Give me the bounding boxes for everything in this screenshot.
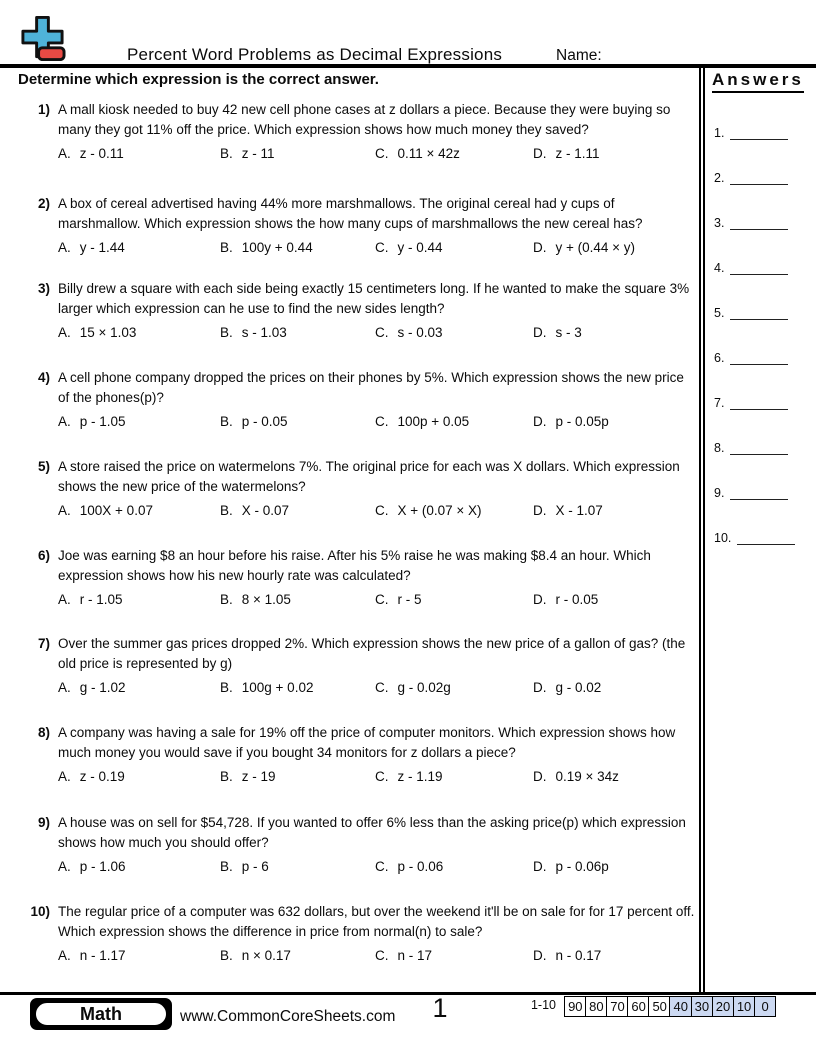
choice-letter: A. [58,414,71,429]
problem-text: A house was on sell for $54,728. If you wanted to offer 6% less than the asking price(p) which expression shows how much you should offer? [58,815,686,850]
choice-expression: r - 1.05 [79,592,123,607]
answer-blank[interactable] [730,170,788,185]
p8-choice-d[interactable] [533,767,698,786]
p8-choice-a[interactable] [58,767,220,786]
p7-choice-b[interactable] [220,678,375,697]
choice-letter: C. [375,325,389,340]
worksheet-title: Percent Word Problems as Decimal Expressions [127,45,503,64]
choice-letter: A. [58,948,71,963]
problem-number: 7) [37,636,50,651]
answer-blank[interactable] [730,260,788,275]
choice-expression: 8 × 1.05 [241,592,291,607]
choice-letter: D. [533,769,547,784]
problem-4 [22,368,698,431]
answer-row-6 [714,350,788,365]
p3-choice-a[interactable] [58,323,220,342]
choice-expression: z - 1.11 [555,146,600,161]
choice-letter: D. [533,859,547,874]
choice-letter: B. [220,769,233,784]
choice-expression: y - 0.44 [397,240,443,255]
p6-choice-b[interactable] [220,590,375,609]
choice-expression: r - 5 [397,592,422,607]
problem-text: A mall kiosk needed to buy 42 new cell phone cases at z dollars a piece. Because they were buying so many they got 11% off the price. Which expression shows how much money they saved? [58,102,671,137]
problem-9 [22,813,698,876]
choice-letter: D. [533,146,547,161]
p5-choice-b[interactable] [220,501,375,520]
choice-expression: z - 11 [241,146,275,161]
p3-choice-c[interactable] [375,323,533,342]
problem-number: 1) [37,102,50,117]
problem-text: A box of cereal advertised having 44% more marshmallows. The original cereal had y cups of marshmallow. Which expression shows the how many cups of marshmallows the new cereal has? [58,196,643,231]
problem-number: 3) [37,281,50,296]
choice-letter: C. [375,859,389,874]
choice-expression: s - 1.03 [241,325,287,340]
p10-choice-c[interactable] [375,946,533,965]
choice-expression: 100p + 0.05 [397,414,470,429]
problem-number: 4) [37,370,50,385]
choice-letter: B. [220,146,233,161]
p1-choice-b[interactable] [220,144,375,163]
p4-choice-a[interactable] [58,412,220,431]
problem-text: A cell phone company dropped the prices on their phones by 5%. Which expression shows the new price of the phones(p)? [58,370,684,405]
choice-expression: p - 0.05 [241,414,288,429]
choice-letter: D. [533,240,547,255]
choice-expression: n - 17 [397,948,433,963]
answer-blank[interactable] [730,395,788,410]
p1-choice-a[interactable] [58,144,220,163]
score-cell-2: 70 [606,996,629,1017]
problem-text: A store raised the price on watermelons 7%. The original price for each was X dollars. Which expression shows the new price of the watermelons? [58,459,680,494]
choice-expression: n - 1.17 [79,948,126,963]
choices-row [58,238,698,257]
problem-text: Billy drew a square with each side being exactly 15 centimeters long. If he wanted to make the square 3% larger which expression can he use to find the new sides length? [58,281,690,316]
answer-blank[interactable] [737,530,795,545]
p8-choice-b[interactable] [220,767,375,786]
choice-letter: B. [220,414,233,429]
website-link[interactable]: www.CommonCoreSheets.com [180,1008,396,1025]
p8-choice-c[interactable] [375,767,533,786]
choice-letter: A. [58,240,71,255]
problem-number: 2) [37,196,50,211]
problem-1 [22,100,698,163]
answer-number: 6. [714,351,725,365]
score-table [564,996,776,1017]
choice-letter: B. [220,948,233,963]
problem-number: 8) [37,725,50,740]
answer-number: 8. [714,441,725,455]
p9-choice-d[interactable] [533,857,698,876]
problem-5 [22,457,698,520]
p4-choice-c[interactable] [375,412,533,431]
score-cell-5: 40 [669,996,692,1017]
p4-choice-d[interactable] [533,412,698,431]
score-cell-3: 60 [627,996,650,1017]
score-cell-9: 0 [754,996,777,1017]
choice-letter: B. [220,859,233,874]
answer-number: 10. [714,531,732,545]
choice-letter: C. [375,592,389,607]
brand-label: Math [80,1003,122,1024]
plus-minus-logo-icon [19,14,66,64]
choice-expression: 100X + 0.07 [79,503,153,518]
problem-text: The regular price of a computer was 632 dollars, but over the weekend it'll be on sale for for 17 percent off. Which expression shows the difference in price from normal(n) to sale? [58,904,695,939]
choices-row [58,678,698,697]
choice-letter: B. [220,680,233,695]
choice-letter: C. [375,146,389,161]
choice-expression: g - 0.02g [397,680,451,695]
choice-expression: 15 × 1.03 [79,325,137,340]
choice-letter: C. [375,948,389,963]
score-cell-4: 50 [648,996,671,1017]
choice-expression: y + (0.44 × y) [555,240,636,255]
choices-row [58,946,698,965]
choice-expression: p - 1.06 [79,859,126,874]
p10-choice-b[interactable] [220,946,375,965]
instruction-text: Determine which expression is the correct answer. [18,71,379,88]
p9-choice-c[interactable] [375,857,533,876]
choices-row [58,767,698,786]
problem-2 [22,194,698,257]
p6-choice-c[interactable] [375,590,533,609]
answer-number: 2. [714,171,725,185]
answer-number: 1. [714,126,725,140]
p3-choice-b[interactable] [220,323,375,342]
p9-choice-b[interactable] [220,857,375,876]
score-cell-0: 90 [564,996,587,1017]
choice-expression: g - 1.02 [79,680,126,695]
answer-row-8 [714,440,788,455]
answer-row-2 [714,170,788,185]
p2-choice-c[interactable] [375,238,533,257]
problem-7 [22,634,698,697]
p2-choice-d[interactable] [533,238,698,257]
name-label: Name: [556,47,602,64]
answer-blank[interactable] [730,125,788,140]
choice-expression: 100y + 0.44 [241,240,313,255]
choice-letter: A. [58,146,71,161]
choice-letter: D. [533,680,547,695]
answer-row-3 [714,215,788,230]
p6-choice-a[interactable] [58,590,220,609]
answer-row-10 [714,530,795,545]
answer-number: 4. [714,261,725,275]
header-divider [0,64,816,68]
choices-row [58,501,698,520]
page-number: 1 [432,993,448,1023]
choice-letter: D. [533,325,547,340]
choice-expression: 100g + 0.02 [241,680,314,695]
p10-choice-d[interactable] [533,946,698,965]
choice-expression: p - 0.06p [555,859,609,874]
choice-letter: B. [220,592,233,607]
answers-panel [699,68,816,992]
choice-expression: z - 1.19 [397,769,443,784]
choice-expression: p - 1.05 [79,414,126,429]
choice-letter: D. [533,948,547,963]
answer-number: 7. [714,396,725,410]
choice-expression: r - 0.05 [555,592,599,607]
answer-blank[interactable] [730,215,788,230]
choice-expression: n × 0.17 [241,948,291,963]
problem-number: 5) [37,459,50,474]
choice-letter: D. [533,503,547,518]
score-cell-6: 30 [691,996,714,1017]
choice-letter: A. [58,680,71,695]
answer-number: 5. [714,306,725,320]
choice-expression: X + (0.07 × X) [397,503,482,518]
answer-blank[interactable] [730,305,788,320]
p5-choice-c[interactable] [375,501,533,520]
choice-expression: 0.11 × 42z [397,146,460,161]
answer-row-7 [714,395,788,410]
problem-text: Over the summer gas prices dropped 2%. Which expression shows the new price of a gallon of gas? (the old price is represented by g) [58,636,686,671]
choice-letter: A. [58,592,71,607]
score-cell-8: 10 [733,996,756,1017]
choices-row [58,412,698,431]
problem-number: 10) [30,904,50,919]
answer-row-1 [714,125,788,140]
choice-letter: A. [58,325,71,340]
choice-expression: X - 1.07 [555,503,603,518]
choice-expression: z - 0.11 [79,146,124,161]
p2-choice-a[interactable] [58,238,220,257]
choice-letter: B. [220,503,233,518]
problem-8 [22,723,698,786]
choices-row [58,323,698,342]
choices-row [58,144,698,163]
answer-blank[interactable] [730,350,788,365]
choices-row [58,590,698,609]
p2-choice-b[interactable] [220,238,375,257]
problem-6 [22,546,698,609]
p5-choice-d[interactable] [533,501,698,520]
choice-letter: A. [58,503,71,518]
choice-letter: B. [220,325,233,340]
choice-expression: 0.19 × 34z [555,769,619,784]
p9-choice-a[interactable] [58,857,220,876]
p4-choice-b[interactable] [220,412,375,431]
p7-choice-d[interactable] [533,678,698,697]
problem-10 [22,902,698,965]
choice-letter: A. [58,859,71,874]
answer-number: 3. [714,216,725,230]
choice-letter: D. [533,414,547,429]
choice-letter: D. [533,592,547,607]
choice-letter: C. [375,680,389,695]
answer-row-4 [714,260,788,275]
choice-expression: z - 0.19 [79,769,125,784]
problem-number: 6) [37,548,50,563]
choice-letter: C. [375,769,389,784]
p6-choice-d[interactable] [533,590,698,609]
choice-expression: n - 0.17 [555,948,602,963]
choice-letter: C. [375,503,389,518]
math-brand-badge [30,998,172,1030]
p7-choice-c[interactable] [375,678,533,697]
p3-choice-d[interactable] [533,323,698,342]
p10-choice-a[interactable] [58,946,220,965]
choice-expression: p - 6 [241,859,269,874]
answer-blank[interactable] [730,440,788,455]
problem-3 [22,279,698,342]
choice-expression: z - 19 [241,769,276,784]
p1-choice-c[interactable] [375,144,533,163]
choice-expression: X - 0.07 [241,503,290,518]
p1-choice-d[interactable] [533,144,698,163]
p5-choice-a[interactable] [58,501,220,520]
score-cell-7: 20 [712,996,735,1017]
answer-number: 9. [714,486,725,500]
score-range-label: 1-10 [530,998,556,1012]
choice-expression: s - 3 [555,325,582,340]
choice-letter: C. [375,414,389,429]
choice-expression: p - 0.05p [555,414,609,429]
choice-letter: A. [58,769,71,784]
answer-row-9 [714,485,788,500]
choice-expression: s - 0.03 [397,325,443,340]
p7-choice-a[interactable] [58,678,220,697]
choice-expression: g - 0.02 [555,680,602,695]
choice-letter: C. [375,240,389,255]
choice-letter: B. [220,240,233,255]
problem-text: Joe was earning $8 an hour before his raise. After his 5% raise he was making $8.4 an hour. Which expression shows how his new hourly rate was calculated? [58,548,651,583]
choices-row [58,857,698,876]
answers-title: Answers [712,70,804,93]
problem-number: 9) [37,815,50,830]
choice-expression: p - 0.06 [397,859,444,874]
score-cell-1: 80 [585,996,608,1017]
answer-blank[interactable] [730,485,788,500]
answer-row-5 [714,305,788,320]
choice-expression: y - 1.44 [79,240,125,255]
problem-text: A company was having a sale for 19% off the price of computer monitors. Which expression shows how much money you would save if you bought 34 monitors for z dollars a piece? [58,725,676,760]
